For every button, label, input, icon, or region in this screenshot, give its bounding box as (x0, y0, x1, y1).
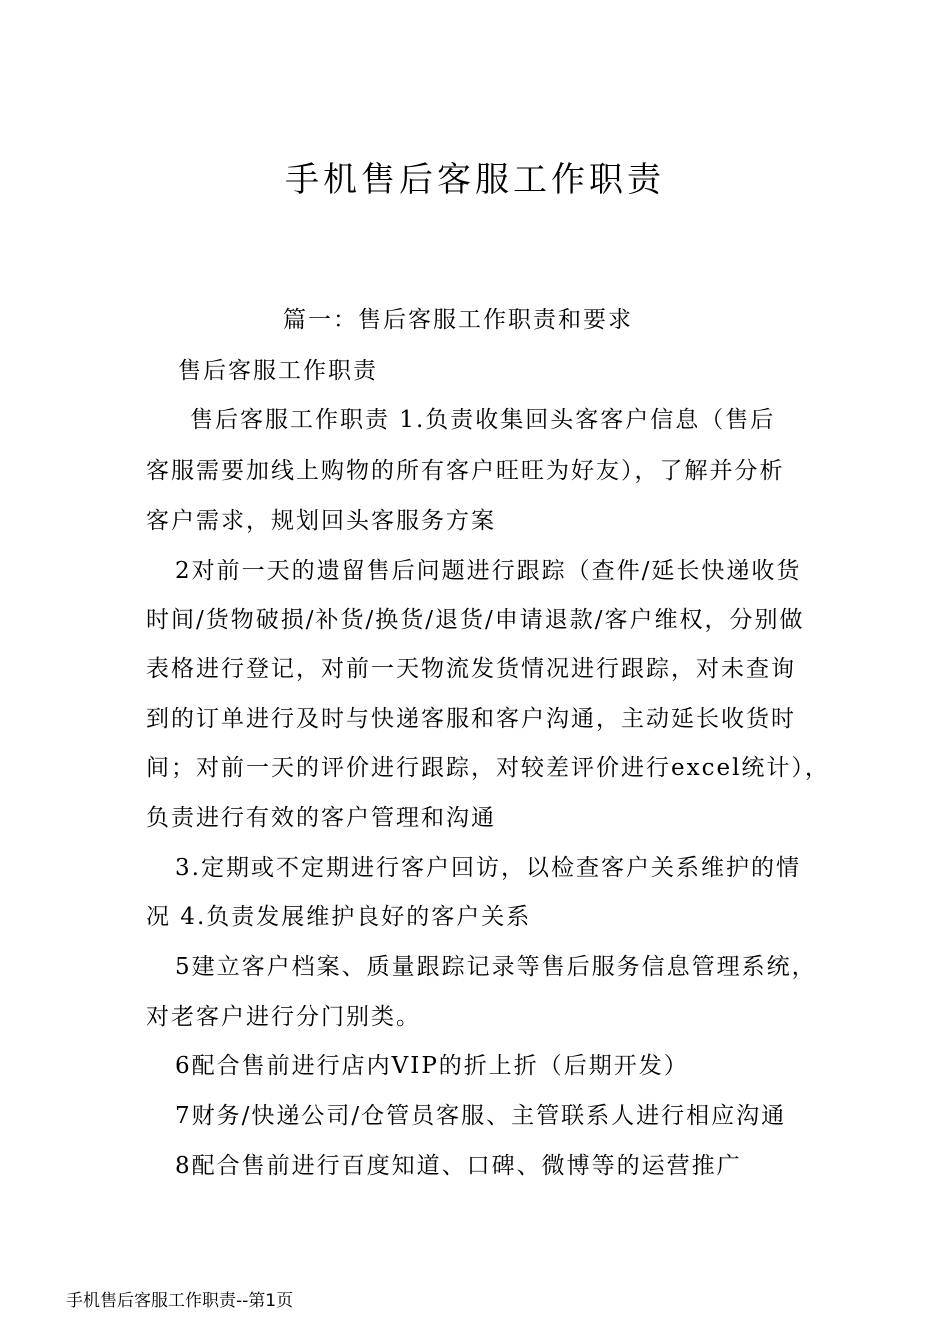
body-line: 况 4.负责发展维护良好的客户关系 (146, 904, 532, 930)
body-line: 对老客户进行分门别类。 (146, 1004, 421, 1030)
body-line: 表格进行登记，对前一天物流发货情况进行跟踪，对未查询 (146, 656, 796, 682)
body-line: 负责进行有效的客户管理和沟通 (146, 805, 496, 831)
body-line: 时间/货物破损/补货/换货/退货/申请退款/客户维权，分别做 (146, 607, 805, 633)
body-line: 2对前一天的遗留售后问题进行跟踪（查件/延长快递收货 (175, 558, 802, 584)
body-line: 客服需要加线上购物的所有客户旺旺为好友），了解并分析 (146, 458, 785, 484)
body-line: 3.定期或不定期进行客户回访，以检查客户关系维护的情 (175, 855, 801, 881)
body-line: 到的订单进行及时与快递客服和客户沟通，主动延长收货时 (146, 706, 796, 732)
body-line: 售后客服工作职责 1.负责收集回头客客户信息（售后 (190, 407, 776, 433)
section-title: 篇一：售后客服工作职责和要求 (283, 307, 633, 333)
document-title: 手机售后客服工作职责 (285, 160, 665, 200)
page-footer: 手机售后客服工作职责--第1页 (66, 1291, 294, 1311)
body-line: 客户需求，规划回头客服务方案 (146, 508, 496, 534)
body-line: 5建立客户档案、质量跟踪记录等售后服务信息管理系统， (175, 954, 817, 980)
body-line: 6配合售前进行店内VIP的折上折（后期开发） (175, 1053, 689, 1079)
subheading: 售后客服工作职责 (178, 358, 378, 384)
body-line: 7财务/快递公司/仓管员客服、主管联系人进行相应沟通 (175, 1103, 787, 1129)
body-line: 间；对前一天的评价进行跟踪，对较差评价进行excel统计）， (146, 755, 830, 781)
body-line: 8配合售前进行百度知道、口碑、微博等的运营推广 (175, 1153, 742, 1179)
